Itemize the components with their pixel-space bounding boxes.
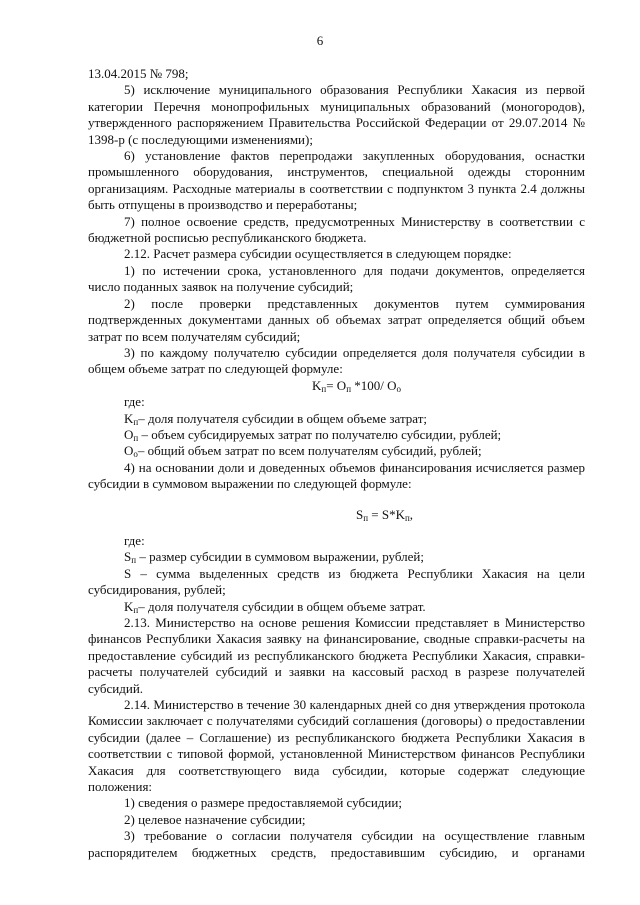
paragraph-calc-4: 4) на основании доли и доведенных объемов финансирования исчисляется размер субсидии в суммовом выражении по следующей формуле: — [88, 459, 585, 492]
paragraph-provision-2: 2) целевое назначение субсидии; — [124, 811, 306, 827]
def-var: K — [124, 598, 134, 614]
def-var: S — [124, 549, 132, 565]
def-sub: п — [133, 416, 139, 427]
formula-sum — [88, 507, 585, 523]
formula-sub: п — [404, 512, 410, 523]
paragraph-calc-3: 3) по каждому получателю субсидии определяется доля получателя субсидии в общем объеме затрат по следующей формуле: — [88, 344, 585, 377]
def-var: O — [124, 426, 134, 442]
formula-part: = O — [326, 377, 347, 393]
paragraph-2-14: 2.14. Министерство в течение 30 календарных дней со дня утверждения протокола Комиссии заключает с получателями субсидий соглашения (договоры) о предоставлении субсидии (далее – Соглашение) из республиканского бюджета Республики Хакасия в соответствии с типовой формой, установленной Министерством финансов Республики Хакасия для соответствующего вида субсидии, которые содержат следующие положения: — [88, 697, 585, 795]
definition-sp — [88, 549, 585, 565]
formula-var: K — [311, 377, 322, 393]
paragraph-calc-2: 2) после проверки представленных документов путем суммирования подтвержденных документами данных об объемах затрат определяется общий объем затрат по всем получателям субсидий; — [88, 295, 585, 344]
where-label: где: — [124, 394, 145, 410]
formula-part: = S*K — [368, 506, 405, 522]
formula-part: , — [409, 506, 414, 522]
definition-op — [88, 427, 585, 443]
definition-oo — [88, 443, 585, 459]
page-number: 6 — [316, 33, 324, 48]
formula-sub: о — [396, 383, 402, 394]
paragraph-2-12: 2.12. Расчет размера субсидии осуществляется в следующем порядке: — [124, 246, 512, 262]
def-sub: о — [133, 449, 138, 460]
paragraph-continuation: 13.04.2015 № 798; — [88, 66, 189, 81]
def-sub: п — [133, 604, 139, 615]
formula-var: S — [355, 506, 364, 522]
definition-kp-2 — [88, 599, 585, 615]
formula-part: *100/ O — [351, 377, 397, 393]
paragraph-provision-1: 1) сведения о размере предоставляемой субсидии; — [124, 795, 402, 811]
document-body — [88, 66, 585, 861]
def-var: K — [124, 410, 134, 426]
definition-kp — [88, 411, 585, 427]
def-text: – доля получателя субсидии в общем объеме затрат; — [138, 410, 428, 426]
paragraph-2-13: 2.13. Министерство на основе решения Комиссии представляет в Министерство финансов Республики Хакасия заявку на финансирование, сводные справки-расчеты на предоставление субсидий из республиканского бюджета Республики Хакасия, справки-расчеты получателей субсидий и заявки на кассовый расход в разрезе получателей субсидий. — [88, 615, 585, 696]
formula-sub: п — [321, 383, 327, 394]
def-text: – размер субсидии в суммовом выражении, рублей; — [136, 549, 424, 565]
paragraph-provision-3: 3) требование о согласии получателя субсидии на осуществление главным распорядителем бюджетных средств, предоставившим субсидию, и органами — [88, 828, 585, 860]
def-text: – общий объем затрат по всем получателям субсидий, рублей; — [137, 443, 482, 459]
def-text: – доля получателя субсидии в общем объеме затрат. — [138, 598, 426, 614]
definition-s: S – сумма выделенных средств из бюджета Республики Хакасия на цели субсидирования, рублей; — [88, 565, 585, 598]
def-sub: п — [133, 432, 139, 443]
formula-share — [88, 378, 585, 394]
paragraph-item-5: 5) исключение муниципального образования Республики Хакасия из первой категории Перечня монопрофильных муниципальных образований (моногородов), утвержденного распоряжением Правительства Российской Федерации от 29.07.2014 № 1398-р (с последующими изменениями); — [88, 82, 585, 147]
def-sub: п — [131, 555, 137, 566]
formula-sub: п — [363, 512, 369, 523]
def-text: – объем субсидируемых затрат по получателю субсидии, рублей; — [138, 426, 502, 442]
def-var: O — [124, 443, 134, 459]
paragraph-item-6: 6) установление фактов перепродажи закупленных оборудования, оснастки промышленного оборудования, инструментов, специальной одежды сторонним организациям. Расходные материалы в соответствии с подпунктом 3 пункта 2.4 должны быть отпущены в производство и переработаны; — [88, 148, 585, 213]
paragraph-calc-1: 1) по истечении срока, установленного для подачи документов, определяется число поданных заявок на получение субсидий; — [88, 262, 585, 295]
formula-sub: п — [346, 383, 352, 394]
where-label: где: — [124, 532, 145, 548]
paragraph-item-7: 7) полное освоение средств, предусмотренных Министерству в соответствии с бюджетной росписью республиканского бюджета. — [88, 213, 585, 246]
